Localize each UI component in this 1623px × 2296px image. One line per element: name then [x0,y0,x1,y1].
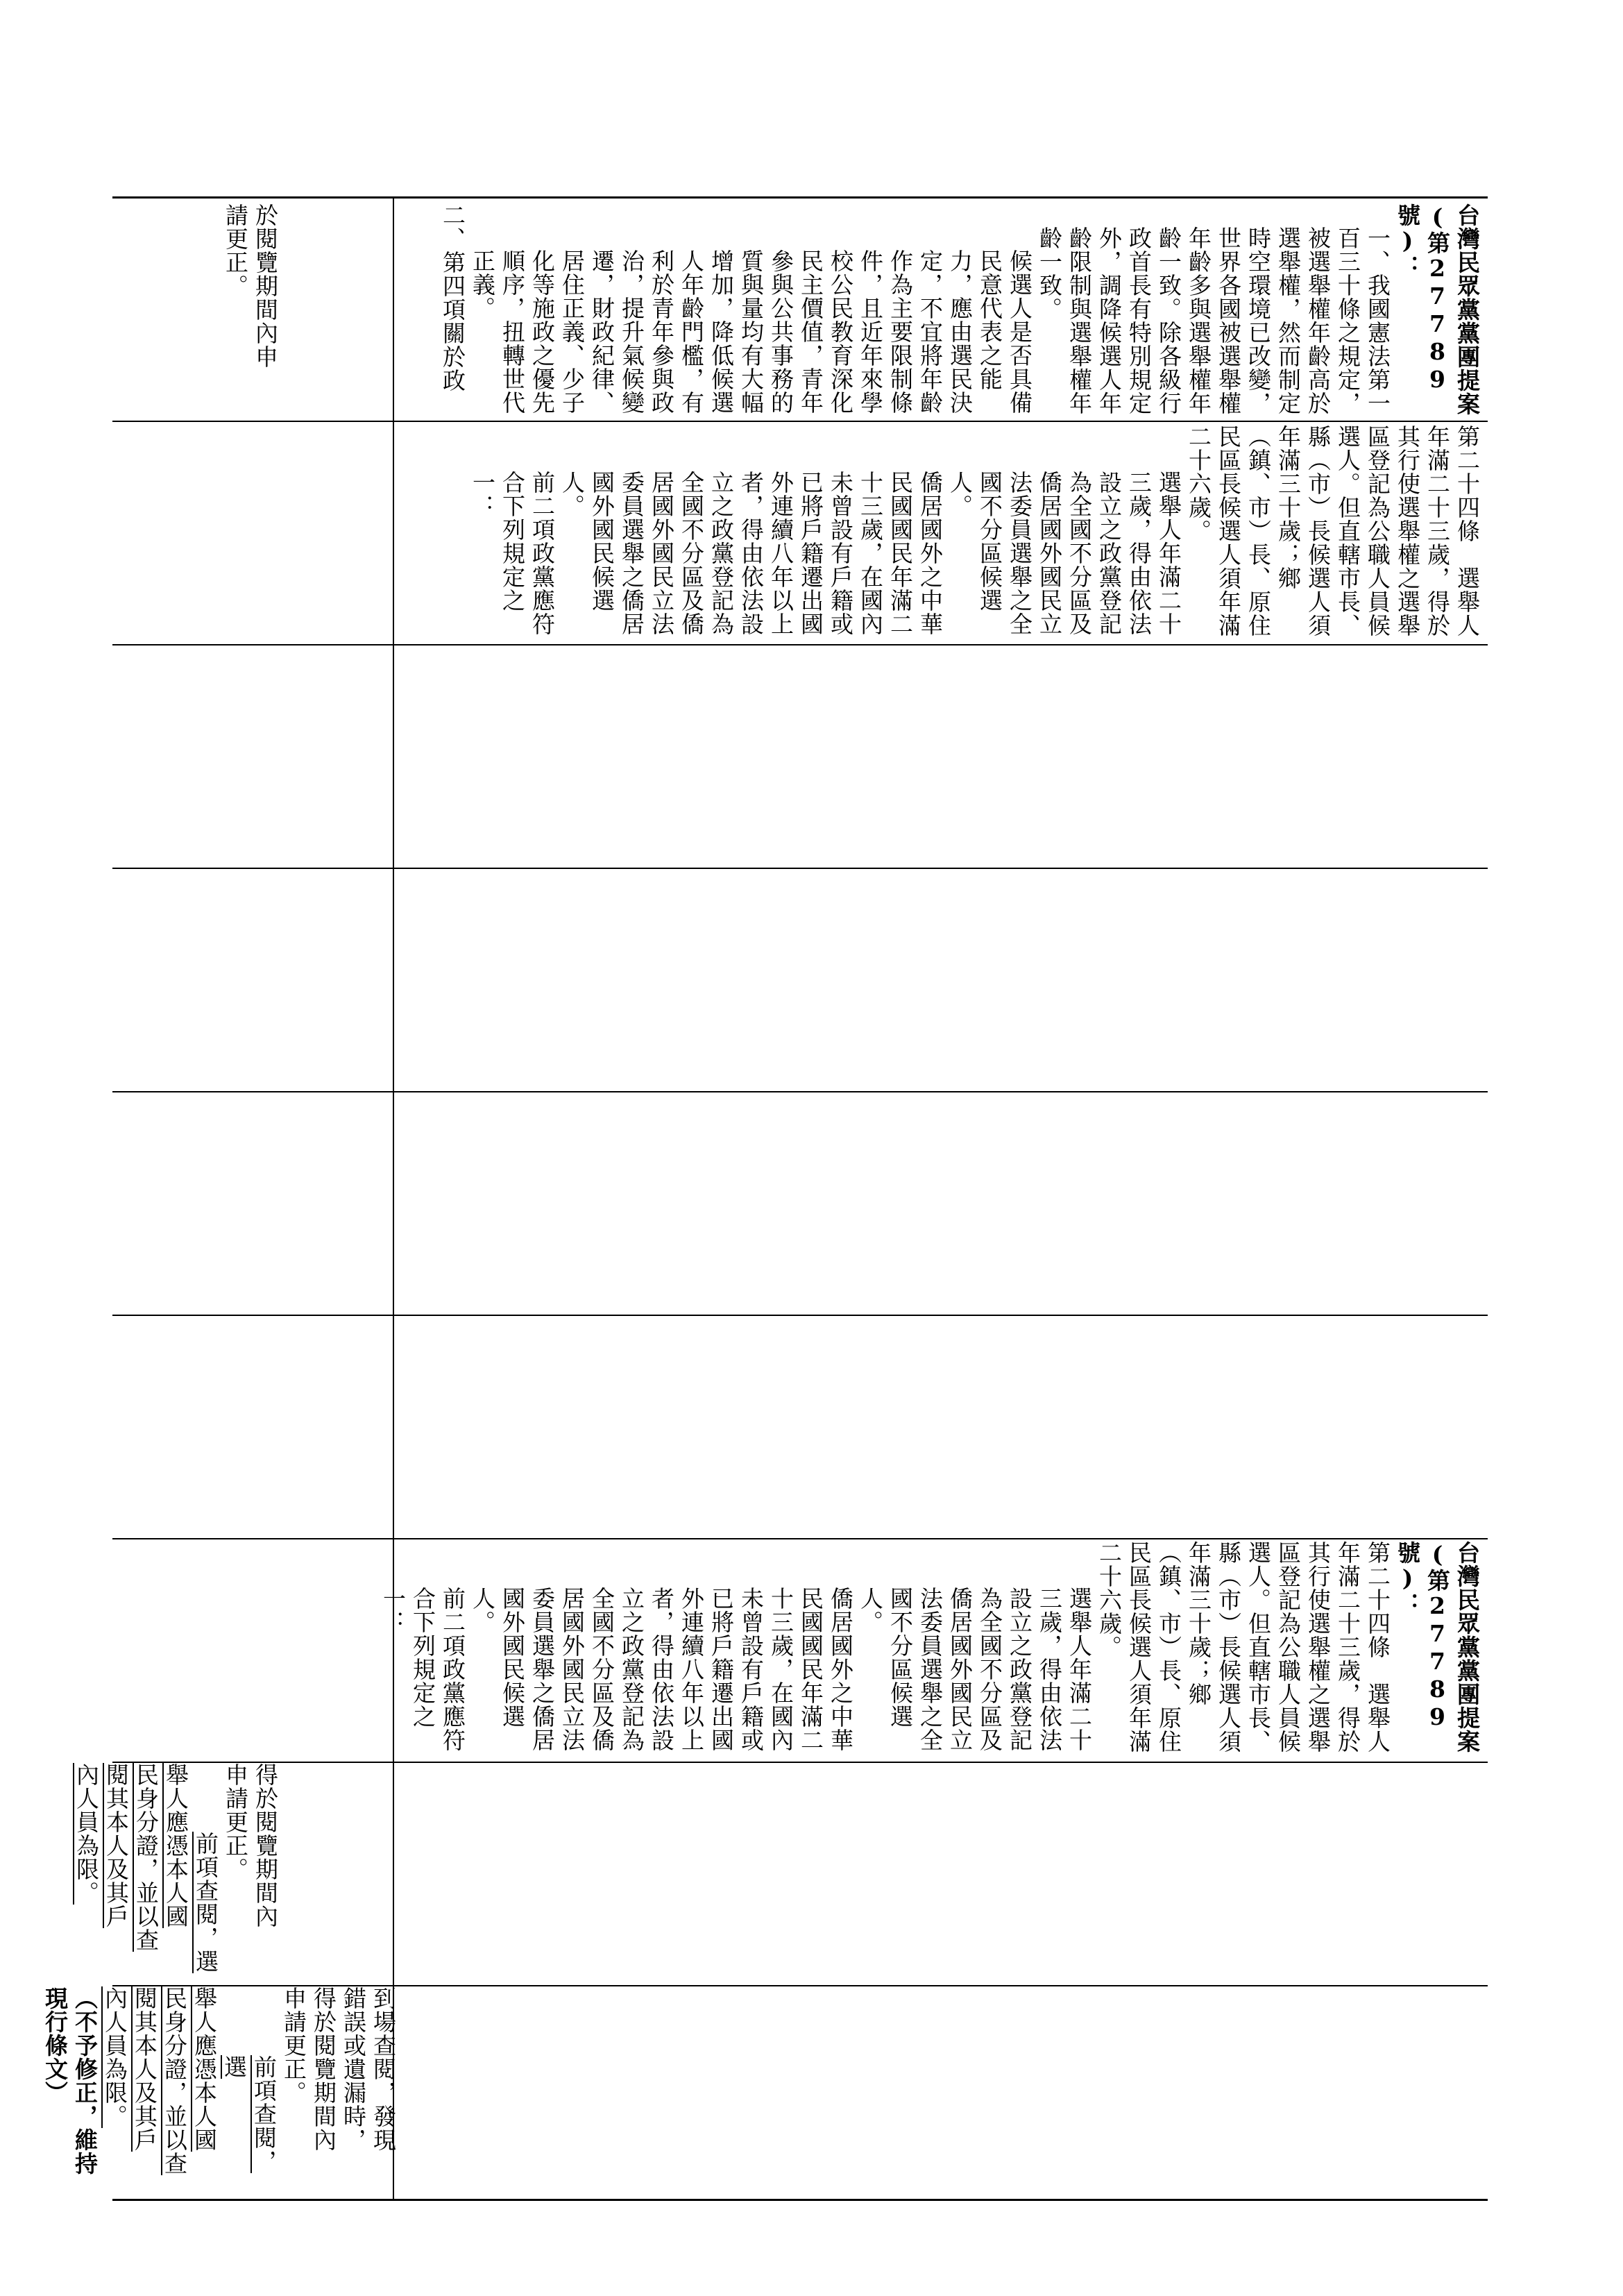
prev-current-para2: 內人員為限。 [73,1763,100,1905]
prev-current-para2: 閱其本人及其戶 [103,1763,130,1928]
explanation-point-2: 二、第四項關於政 [439,203,466,392]
proposal-heading: 台灣民眾黨黨團提案(第27789號)： [1394,1541,1481,1753]
current-article-24-p3: 僑居國外之中華民國國民年滿二十三歲，在國內未曾設有戶籍或已將戶籍遷出國外連續八年以上者，得由依法設立之政黨登記為全國不分區及僑居國外國民立法委員選舉之僑居國外國民候選人。 [559,471,944,636]
explanation-heading: 台灣民眾黨黨團提案(第27789號)： [1394,203,1481,416]
explanation-line: 於閱覽期間內申 [252,203,279,369]
prev-current-line: 申請更正。 [222,1763,249,1881]
proposal-item24 [380,1541,1482,1756]
row-line [112,644,1488,645]
row-line [112,1762,1488,1763]
explanation-point-1: 一、我國憲法第一百三十條之規定，被選舉權年齡高於選舉權，然而制定時空環境已改變，世界各國被選舉權年齡多與選舉權年齡一致。除各級行政首長有特別規定外，調降候選人年齡限制與選舉權年齡一致。 [1036,226,1391,415]
prev-current-para2: 民身分證，並以查 [133,1763,160,1952]
table-bottom-border [112,2199,1488,2201]
row-line [112,1315,1488,1316]
current-article-24-p4: 前二項政黨應符合下列規定之一： [469,471,556,636]
proposal-article-24-p1: 第二十四條 選舉人年滿二十三歲，得於其行使選舉權之選舉區登記為公職人員候選人。但直轄市長、縣（市）長候選人須年滿三十歲；鄉（鎮、市）長、原住民區長候選人須年滿二十六歲。 [1096,1541,1391,1753]
explanation-prev-item [121,203,280,419]
current-article-24-p1: 第二十四條 選舉人年滿二十三歲，得於其行使選舉權之選舉區登記為公職人員候選人。但直轄市長、縣（市）長候選人須年滿三十歲；鄉（鎮、市）長、原住民區長候選人須年滿二十六歲。 [1185,425,1481,637]
proposal-prev-para2: 前項查閱，選 [221,2055,278,2173]
explanation-item24 [400,203,1482,419]
explanation-point-1b: 候選人是否具備民意代表之能力，應由選民決定，不宜將年齡作為主要限制條件，且近年來學校公民教育深化民主價值，青年參與公共事務的質與量均有大幅增加，降低候選人年齡門檻，有利於青年參與政治，提升氣候變遷，財政紀律、居住正義、少子化等施政之優先順序，扭轉世代正義。 [469,249,1033,414]
proposal-prev-para2: 民身分證，並以查 [161,1986,188,2175]
column-divider [393,196,394,2201]
prev-current-line: 得於閱覽期間內 [252,1763,279,1928]
prev-current-para2: 前項查閱，選 [192,1832,219,1973]
current-item24 [400,425,1482,640]
row-line [112,868,1488,869]
proposal-prev-item [42,1986,398,2195]
table-top-border [112,196,1488,199]
current-article-24-p2: 選舉人年滿二十三歲，得由依法設立之政黨登記為全國不分區及僑居國外國民立法委員選舉之全國不分區候選人。 [946,471,1182,636]
prev-current-para2: 舉人應憑本人國 [162,1763,189,1928]
proposal-prev-line: 錯誤或遺漏時， [340,1986,367,2152]
row-line [112,1538,1488,1539]
proposal-prev-line: 得於閱覽期間內 [310,1986,337,2152]
proposal-prev-para2: 閱其本人及其戶 [131,1986,158,2152]
row-line [112,421,1488,422]
row-line [112,1091,1488,1092]
proposal-article-24-p4: 前二項政黨應符合下列規定之一： [380,1587,466,1752]
proposal-article-24-p3: 僑居國外之中華民國國民年滿二十三歲，在國內未曾設有戶籍或已將戶籍遷出國外連續八年以上者，得由依法設立之政黨登記為全國不分區及僑居國外國民立法委員選舉之僑居國外國民候選人。 [469,1587,854,1752]
explanation-line: 請更正。 [222,203,249,298]
proposal-prev-line: 申請更正。 [280,1986,307,2104]
proposal-prev-line: 到場查閱，發現 [370,1986,397,2152]
proposal-prev-current-text [73,1763,280,1978]
proposal-keep-note: （不予修正，維持現行條文） [42,1986,99,2175]
proposal-prev-para2: 內人員為限。 [101,1986,128,2128]
proposal-article-24-p2: 選舉人年滿二十三歲，得由依法設立之政黨登記為全國不分區及僑居國外國民立法委員選舉之全國不分區候選人。 [857,1587,1093,1752]
proposal-prev-para2: 舉人應憑本人國 [191,1986,218,2152]
